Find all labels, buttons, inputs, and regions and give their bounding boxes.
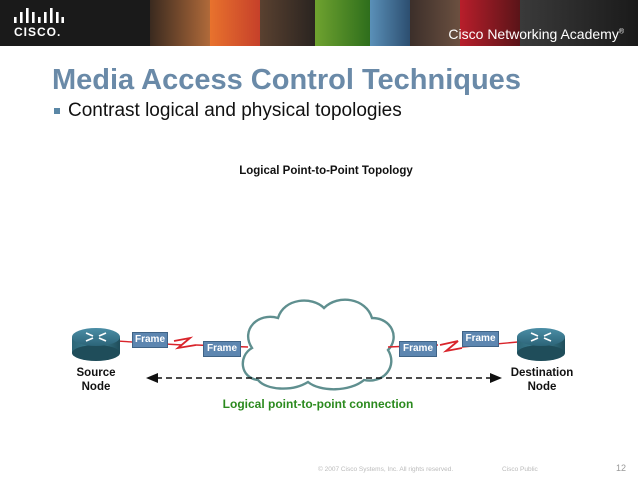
frame-box-2: Frame [203, 341, 241, 357]
source-node-line-1: Source [76, 367, 116, 379]
destination-node-line-2: Node [527, 381, 557, 393]
arrow-left-icon [146, 373, 158, 383]
bullet-text: Contrast logical and physical topologies [68, 100, 402, 121]
academy-mark: ® [618, 28, 624, 36]
footer-classification: Cisco Public [502, 466, 538, 473]
frame-box-3: Frame [399, 341, 437, 357]
destination-node-label [505, 366, 579, 394]
source-serial-link-icon [174, 338, 196, 348]
dest-serial-link-icon [440, 341, 462, 351]
destination-router-icon [517, 328, 565, 361]
slide-title: Media Access Control Techniques [52, 64, 521, 96]
source-node-line-2: Node [81, 381, 111, 393]
source-router-icon [72, 328, 120, 361]
destination-node-line-1: Destination [510, 367, 574, 379]
page-number: 12 [616, 463, 627, 473]
footer-copyright: © 2007 Cisco Systems, Inc. All rights reserved. [318, 466, 454, 473]
frame-box-1: Frame [132, 332, 168, 348]
connection-label: Logical point-to-point connection [222, 397, 414, 411]
arrow-right-icon [490, 373, 502, 383]
academy-text: Cisco Networking Academy [448, 26, 619, 42]
frame-box-4: Frame [462, 331, 499, 347]
diagram-title: Logical Point-to-Point Topology [239, 165, 413, 177]
cisco-logo-text: CISCO. [14, 25, 62, 39]
cloud-icon [243, 300, 394, 390]
source-node-label [66, 366, 126, 394]
